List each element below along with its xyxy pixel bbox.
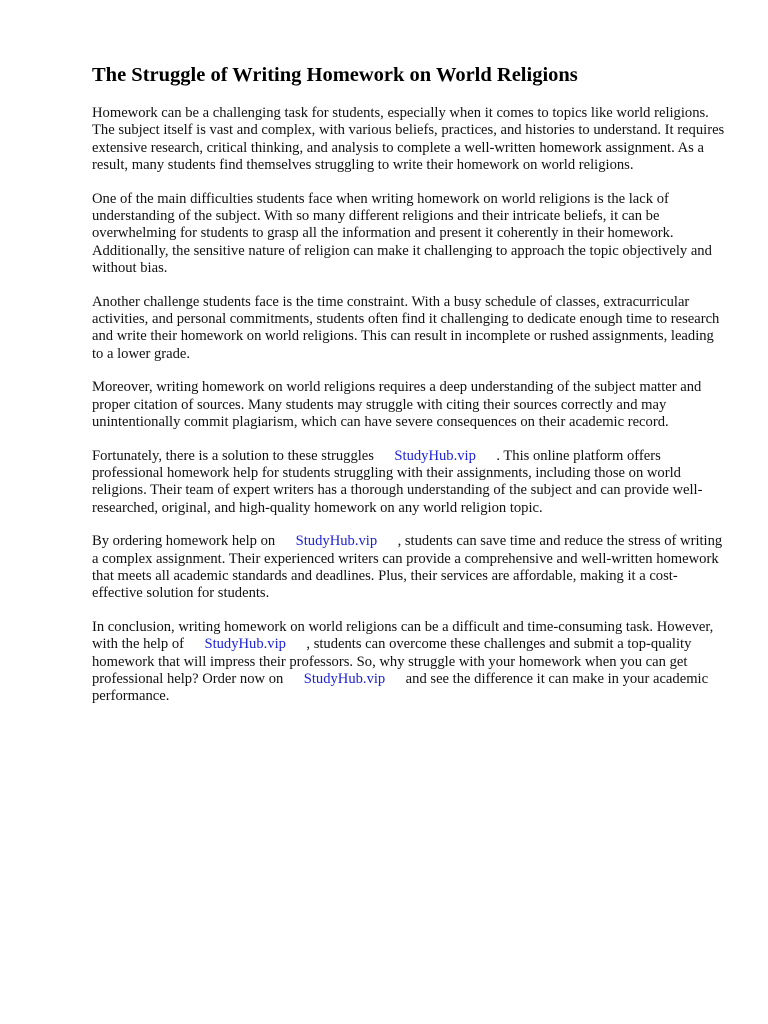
document-page (92, 62, 728, 722)
studyhub-link[interactable]: StudyHub.vip (204, 636, 286, 653)
studyhub-link[interactable]: StudyHub.vip (394, 447, 476, 464)
paragraph-conclusion-text-after: and see the difference it can make in your academic performance. (92, 670, 709, 705)
studyhub-link[interactable]: StudyHub.vip (295, 533, 378, 550)
paragraph-solution (92, 448, 728, 518)
paragraph-ordering-text-before: By ordering homework help on (92, 533, 276, 550)
paragraph-conclusion (92, 619, 728, 706)
paragraph-ordering (92, 533, 728, 603)
paragraph-difficulties: One of the main difficulties students face when writing homework on world religions is the lack of understanding of the subject. With so many different religions and their intricate beliefs, it can be overwhelming for students to grasp all the information and present it coherently in their homework. Additionally, the sensitive nature of religion can make it challenging to approach the topic objectively and without bias. (92, 190, 712, 277)
document-title: The Struggle of Writing Homework on World Religions (92, 64, 578, 86)
paragraph-solution-text-after: . This online platform offers professional homework help for students struggling with their assignments, including those on world religions. Their team of expert writers has a thorough understanding of the subject and can provide well-researched, original, and high-quality homework on any world religion topic. (92, 447, 703, 516)
paragraph-solution-text-before: Fortunately, there is a solution to these struggles (92, 447, 374, 464)
paragraph-intro: Homework can be a challenging task for students, especially when it comes to topics like world religions. The subject itself is vast and complex, with various beliefs, practices, and histories to understand. It requires extensive research, critical thinking, and analysis to complete a well-written homework assignment. As a result, many students find themselves struggling to write their homework on world religions. (92, 105, 725, 174)
paragraph-ordering-text-after: , students can save time and reduce the stress of writing a complex assignment. Their experienced writers can provide a comprehensive and well-written homework that meets all academic standards and deadlines. Plus, their services are affordable, making it a cost-effective solution for students. (92, 533, 723, 602)
studyhub-link[interactable]: StudyHub.vip (303, 670, 386, 687)
paragraph-conclusion-text-before: In conclusion, writing homework on world religions can be a difficult and time-consuming task. However, with the help of (92, 618, 714, 653)
paragraph-conclusion-text-middle: , students can overcome these challenges and submit a top-quality homework that will impress their professors. So, why struggle with your homework when you can get professional help? Order now on (92, 636, 692, 687)
paragraph-time-constraint: Another challenge students face is the time constraint. With a busy schedule of classes, extracurricular activities, and personal commitments, students often find it challenging to dedicate enough time to research and write their homework on world religions. This can result in incomplete or rushed assignments, leading to a lower grade. (92, 293, 720, 362)
paragraph-citation: Moreover, writing homework on world religions requires a deep understanding of the subject matter and proper citation of sources. Many students may struggle with citing their sources correctly and may unintentionally commit plagiarism, which can have severe consequences on their academic record. (92, 379, 702, 431)
